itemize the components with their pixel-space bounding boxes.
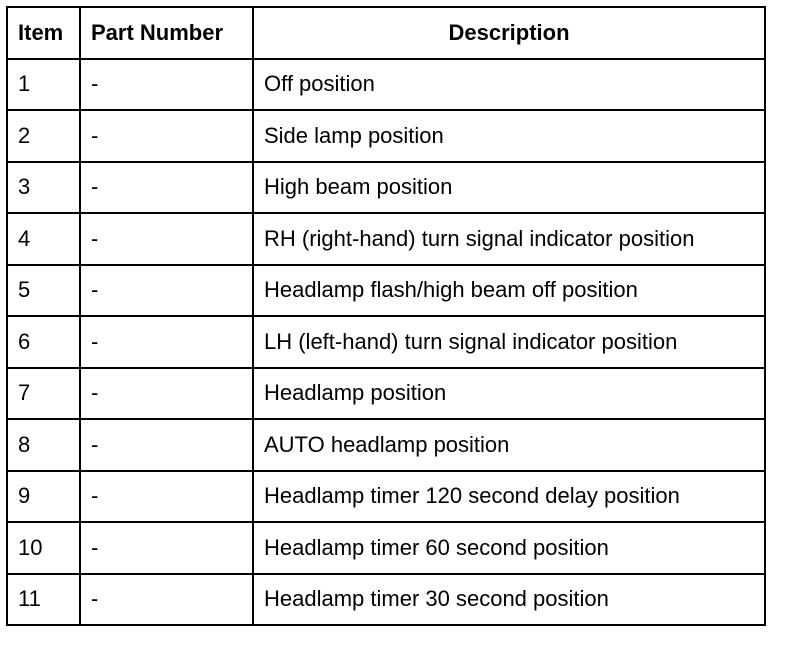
table-row — [7, 368, 765, 420]
table-row — [7, 265, 765, 317]
cell-item: 8 — [7, 419, 80, 471]
cell-part-number: - — [80, 419, 253, 471]
cell-description: Headlamp timer 30 second position — [253, 574, 765, 626]
cell-item: 1 — [7, 59, 80, 111]
cell-description: High beam position — [253, 162, 765, 214]
cell-part-number: - — [80, 110, 253, 162]
header-row — [7, 7, 765, 59]
table-row — [7, 316, 765, 368]
header-description: Description — [253, 7, 765, 59]
cell-item: 3 — [7, 162, 80, 214]
table-row — [7, 162, 765, 214]
cell-description: Headlamp position — [253, 368, 765, 420]
cell-item: 2 — [7, 110, 80, 162]
cell-part-number: - — [80, 574, 253, 626]
table-row — [7, 522, 765, 574]
cell-description: Headlamp timer 120 second delay position — [253, 471, 765, 523]
cell-description: Headlamp timer 60 second position — [253, 522, 765, 574]
table-row — [7, 471, 765, 523]
cell-item: 5 — [7, 265, 80, 317]
table-body — [7, 59, 765, 626]
cell-part-number: - — [80, 265, 253, 317]
table-header — [7, 7, 765, 59]
cell-part-number: - — [80, 213, 253, 265]
cell-description: Headlamp flash/high beam off position — [253, 265, 765, 317]
cell-item: 10 — [7, 522, 80, 574]
cell-part-number: - — [80, 368, 253, 420]
cell-part-number: - — [80, 471, 253, 523]
table-row — [7, 574, 765, 626]
cell-item: 6 — [7, 316, 80, 368]
table-row — [7, 110, 765, 162]
cell-part-number: - — [80, 316, 253, 368]
cell-item: 7 — [7, 368, 80, 420]
cell-part-number: - — [80, 162, 253, 214]
header-part-number: Part Number — [80, 7, 253, 59]
table-row — [7, 59, 765, 111]
table-row — [7, 419, 765, 471]
cell-description: LH (left-hand) turn signal indicator position — [253, 316, 765, 368]
parts-table — [6, 6, 766, 626]
cell-description: Side lamp position — [253, 110, 765, 162]
table-row — [7, 213, 765, 265]
cell-item: 9 — [7, 471, 80, 523]
cell-item: 11 — [7, 574, 80, 626]
cell-item: 4 — [7, 213, 80, 265]
cell-description: AUTO headlamp position — [253, 419, 765, 471]
cell-description: RH (right-hand) turn signal indicator position — [253, 213, 765, 265]
cell-part-number: - — [80, 59, 253, 111]
header-item: Item — [7, 7, 80, 59]
cell-part-number: - — [80, 522, 253, 574]
cell-description: Off position — [253, 59, 765, 111]
